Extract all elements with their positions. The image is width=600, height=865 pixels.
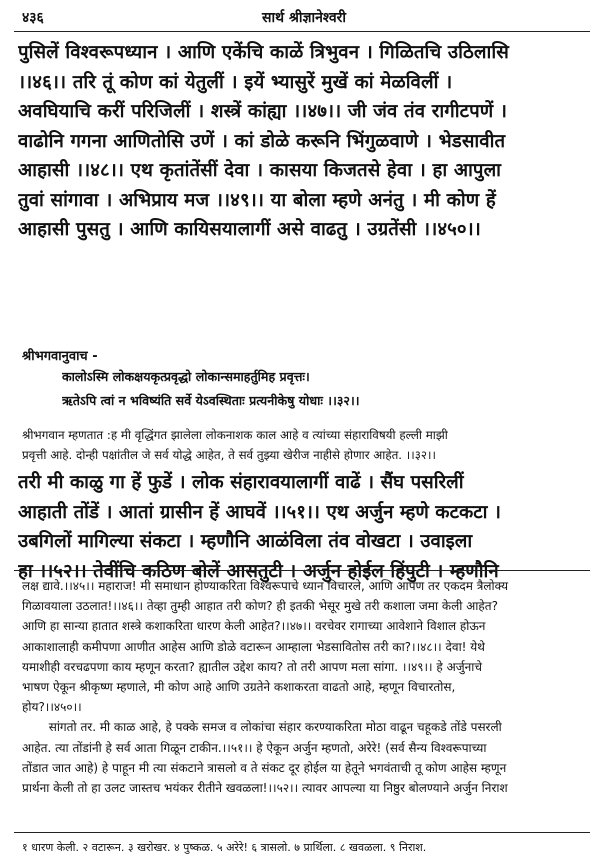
translation-line: प्रवृत्ती आहे. दोन्ही पक्षांतील जे सर्व योद्धे आहेत, ते सर्व तुझ्या खेरीज नाहीसे होणार आहेत. ।।३२।। [22, 448, 436, 462]
verse-line: आहाती तोंडें । आतां ग्रासीन हें आघवें ।।५१।। एथ अर्जुन म्हणे कटकटा । [18, 501, 501, 523]
footnotes: १ धारण केली. २ वटारून. ३ खरोखर. ४ पुष्कळ. ५ अरेरे! ६ त्रासलो. ७ प्रार्थिला. ८ खवळला. ९ निराश. [22, 841, 427, 854]
commentary-line: लक्ष द्यावे.।।४५।। महाराज! मी समाधान होण्याकरिता विश्वरूपाचे ध्यान विचारले, आणि आपण तर एकदम त्रैलोक्य [22, 579, 509, 593]
shloka-line: कालोऽस्मि लोकक्षयकृत्प्रवृद्धो लोकान्समाहर्तुमिह प्रवृत्तः। [62, 369, 310, 384]
commentary-block [22, 576, 590, 798]
verse-line: पुसिलें विश्वरूपध्यान । आणि एकेंचि काळें त्रिभुवन । गिळितचि उठिलासि [18, 42, 509, 63]
verse-line: ।।४६।। तरि तूं कोण कां येतुलीं । इयें भ्यासुरें मुखें कां मेळविलीं । [18, 71, 453, 93]
header-divider [14, 31, 590, 32]
commentary-line: आहेत. त्या तोंडांनी हे सर्व आता गिळून टाकीन.।।५१।। हे ऐकून अर्जुन म्हणतो, अरेरे! (सर्व सैन्य विश्वरूपाच्या [22, 740, 487, 755]
verse-line: तुवां सांगावा । अभिप्राय मज ।।४९।। या बोला म्हणे अनंतु । मी कोण हें [18, 189, 496, 211]
page-header [22, 8, 586, 30]
translation-line: श्रीभगवान म्हणतात :ह मी वृद्धिंगत झालेला लोकनाशक काल आहे व त्यांच्या संहाराविषयी हल्ली माझी [22, 428, 448, 442]
verse-line: वाढोनि गगना आणितोसि उणें । कां डोळे करूनि भिंगुळवाणे । भेडसावीत [18, 130, 506, 152]
commentary-line: गिळावयाला उठलात!।।४६।। तेव्हा तुम्ही आहात तरी कोण? ही इतकी भेसूर मुखे तरी कशाला जमा केली आहेत? [22, 599, 499, 614]
commentary-line: होय?।।४५०।। [22, 700, 82, 715]
commentary-line: भाषण ऐकून श्रीकृष्ण म्हणाले, मी कोण आहे आणि उग्रतेने कशाकरता वाढतो आहे, म्हणून विचारतोस, [22, 680, 456, 695]
verse-block-2 [18, 468, 590, 586]
commentary-divider [14, 570, 590, 571]
shloka-line: ऋतेऽपि त्वां न भविष्यंति सर्वे येऽवस्थिताः प्रत्यनीकेषु योधाः ।।३२।। [62, 393, 360, 408]
page-number: ४३६ [22, 10, 44, 26]
speaker-label: श्रीभगवानुवाच - [22, 349, 98, 364]
verse-line: हा ।।५२।। तेवींचि कठिण बोलें आसतुटी । अर्जुन होईल हिंपुटी । म्हणौनि [18, 560, 499, 582]
commentary-line: आणि हा सान्या हातात शस्त्रे कशाकरिता धारण केली आहेत?।।४७।। वरचेवर रागाच्या आवेशाने विशाल होऊन [22, 619, 486, 634]
sanskrit-shloka [62, 365, 590, 413]
commentary-line: सांगतो तर. मी काळ आहे, हे पक्के समज व लोकांचा संहार करण्याकरिता मोठा वाढून चहूकडे तोंडे पसरली [22, 720, 502, 735]
verse-line: आहासी ।।४८।। एथ कृतांतेंसीं देवा । कासया किजतसे हेवा । हा आपुला [18, 160, 502, 181]
verse-block-1 [18, 38, 590, 245]
page-title: सार्थ श्रीज्ञानेश्वरी [262, 10, 346, 26]
commentary-line: आकाशालाही कमीपणा आणीत आहेस आणि डोळे वटारून आम्हाला भेडसावितोस तरी का?।।४८।। देवा! येथे [22, 639, 485, 654]
verse-line: आहासी पुसतु । आणि कायिसयालागीं असे वाढतु । उग्रतेंसी ।।४५०।। [18, 219, 481, 240]
shloka-translation [22, 425, 590, 465]
commentary-line: तोंडात जात आहे) हे पाहून मी त्या संकटाने त्रासलो व ते संकट दूर होईल या हेतूने भगवंताची तू कोण आहेस म्हणून [22, 760, 507, 775]
commentary-line: यमाशीही वरचढपणा काय म्हणून करता? ह्यातील उद्देश काय? तो तरी आपण मला सांगा. ।।४९।। हे अर्जुनाचे [22, 659, 483, 674]
commentary-line: प्रार्थना केली तो हा उलट जास्तच भयंकर रीतीने खवळला!।।५२।। त्यावर आपल्या या निष्ठुर बोलण्याने अर्जुन निराश [22, 781, 508, 796]
footnote-divider [14, 832, 590, 833]
verse-line: तरी मी काळु गा हें फुडें । लोक संहारावयालागीं वाढें । सैंघ पसरिलीं [18, 472, 464, 493]
verse-line: अवघियाचि करीं परिजिलीं । शस्त्रें कांह्या ।।४७।। जी जंव तंव रागीटपणें । [18, 101, 508, 122]
verse-line: उबगिलों मागिल्या संकटा । म्हणौनि आळंविला तंव वोखटा । उवाइला [18, 531, 473, 552]
